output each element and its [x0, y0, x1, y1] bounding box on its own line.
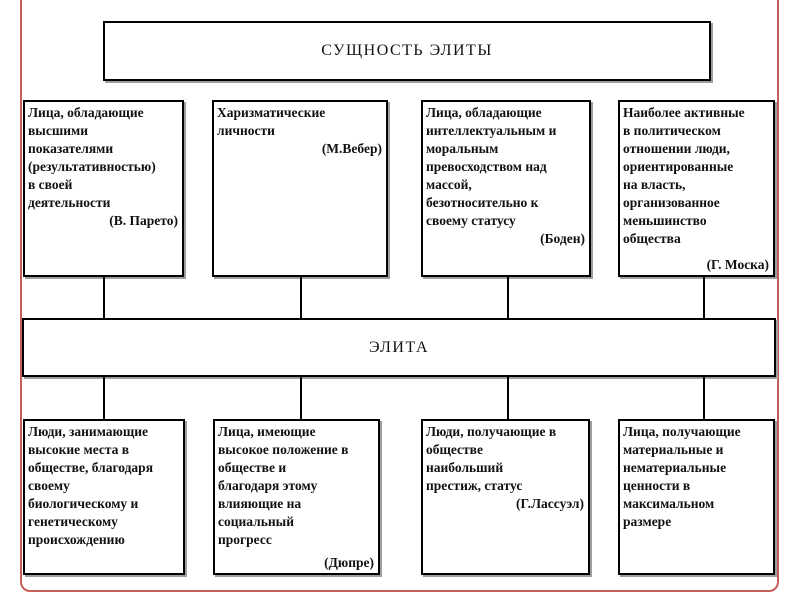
connector-top-col3	[507, 277, 509, 318]
definition-box-pareto	[23, 100, 184, 277]
definition-box-moska	[618, 100, 775, 277]
connector-top-col1	[103, 277, 105, 318]
definition-box-biological-origin	[23, 419, 185, 575]
attribution-dupre: (Дюпре)	[324, 555, 374, 570]
essence-title-label: СУЩНОСТЬ ЭЛИТЫ	[321, 42, 493, 59]
definition-text: Наиболее активные в политическом отношении люди, ориентированные на власть, организованное меньшинство общества	[623, 105, 745, 246]
attribution-weber: (М.Вебер)	[321, 141, 382, 156]
attribution-pareto: (В. Парето)	[109, 213, 178, 228]
essence-title-box	[103, 21, 711, 81]
definition-text: Лица, имеющие высокое положение в обществе и благодаря этому влияющие на социальный прогресс	[218, 424, 349, 547]
connector-bottom-col2	[300, 377, 302, 419]
definition-box-material-values	[618, 419, 775, 575]
definition-text: Харизматические личности	[217, 105, 326, 138]
attribution-boden: (Боден)	[540, 231, 585, 246]
definition-text: Лица, обладающие высшими показателями (результативностью) в своей деятельности	[28, 105, 156, 210]
definition-box-weber	[212, 100, 388, 277]
elite-center-box	[22, 318, 776, 377]
connector-top-col4	[703, 277, 705, 318]
elite-center-label: ЭЛИТА	[369, 338, 429, 356]
definition-text: Лица, обладающие интеллектуальным и моральным превосходством над массой, безотносительно к своему статусу	[426, 105, 557, 228]
connector-top-col2	[300, 277, 302, 318]
definition-box-dupre	[213, 419, 380, 575]
definition-text: Лица, получающие материальные и нематериальные ценности в максимальном размере	[623, 424, 741, 529]
attribution-moska: (Г. Моска)	[706, 257, 769, 272]
definition-text: Люди, получающие в обществе наибольший престиж, статус	[426, 424, 557, 493]
connector-bottom-col1	[103, 377, 105, 419]
definition-text: Люди, занимающие высокие места в обществе, благодаря своему биологическому и генетическому происхождению	[28, 424, 153, 547]
connector-bottom-col4	[703, 377, 705, 419]
definition-box-lasswell	[421, 419, 590, 575]
attribution-lasswell: (Г.Лассуэл)	[516, 496, 584, 511]
connector-bottom-col3	[507, 377, 509, 419]
definition-box-boden	[421, 100, 591, 277]
